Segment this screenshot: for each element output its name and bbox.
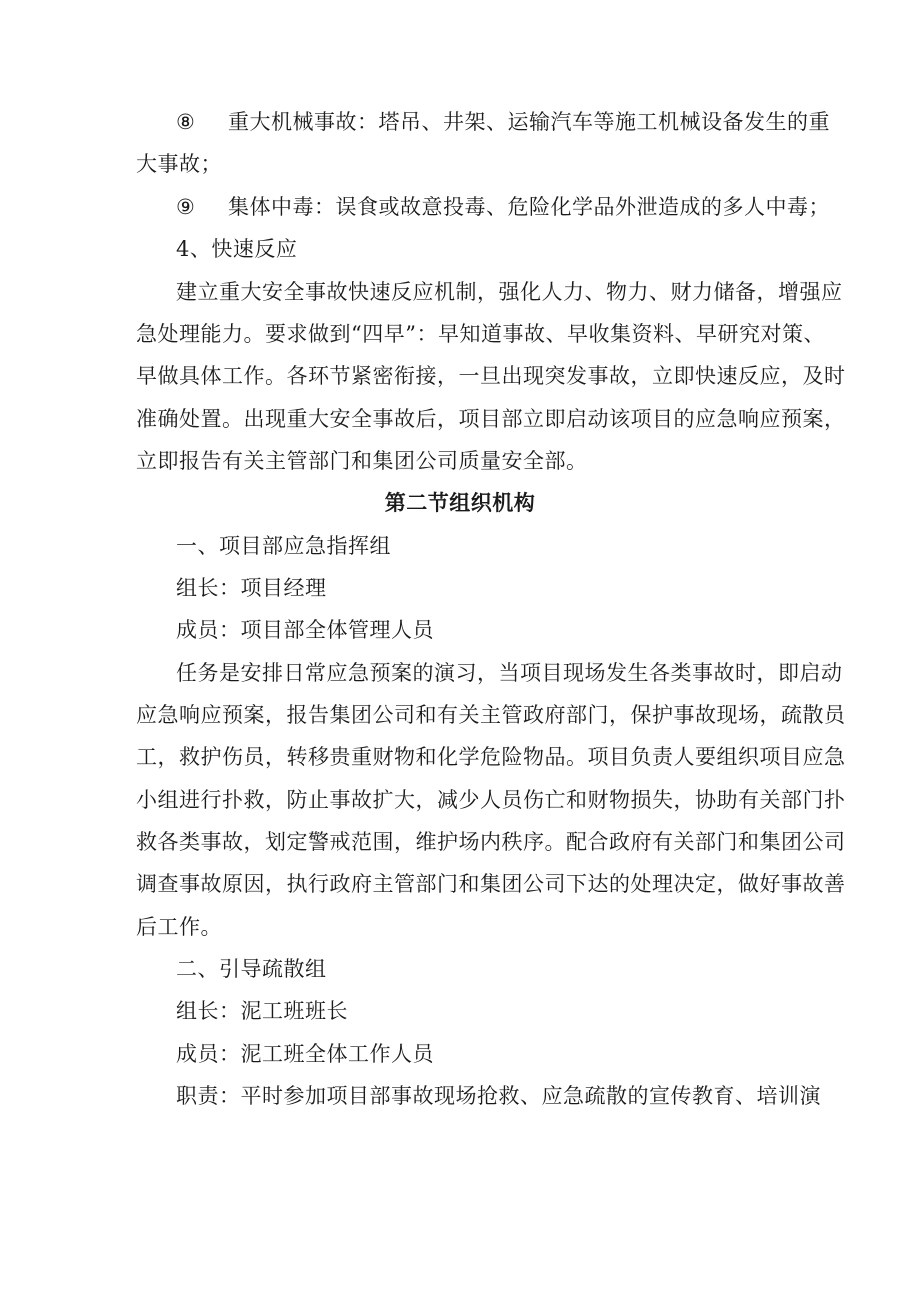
item-9-number: ⑨	[176, 195, 196, 219]
group-1-para-line-6: 调查事故原因，执行政府主管部门和集团公司下达的处理决定，做好事故善	[136, 872, 846, 896]
section-4-para-line-2: 急处理能力。要求做到“四早”：早知道事故、早收集资料、早研究对策、	[136, 322, 825, 346]
group-2-duty: 职责：平时参加项目部事故现场抢救、应急疏散的宣传教育、培训演	[176, 1084, 821, 1108]
item-8-text: 重大机械事故：塔吊、井架、运输汽车等施工机械设备发生的重	[228, 110, 830, 134]
section-4-para-line-3: 早做具体工作。各环节紧密衔接，一旦出现突发事故，立即快速反应，及时	[136, 364, 846, 388]
group-1-para-line-3: 工，救护伤员，转移贵重财物和化学危险物品。项目负责人要组织项目应急	[136, 745, 846, 769]
group-2-leader: 组长：泥工班班长	[176, 999, 348, 1023]
section-4-para-line-4: 准确处置。出现重大安全事故后，项目部立即启动该项目的应急响应预案，	[136, 407, 846, 431]
section-heading: 第二节组织机构	[384, 491, 536, 515]
group-2-members: 成员：泥工班全体工作人员	[176, 1042, 434, 1066]
section-4-para-line-1: 建立重大安全事故快速反应机制，强化人力、物力、财力储备，增强应	[176, 280, 843, 304]
group-1-para-line-2: 应急响应预案，报告集团公司和有关主管政府部门，保护事故现场，疏散员	[136, 703, 846, 727]
group-1-para-line-5: 救各类事故，划定警戒范围，维护场内秩序。配合政府有关部门和集团公司	[136, 830, 846, 854]
section-4-para-line-5: 立即报告有关主管部门和集团公司质量安全部。	[136, 449, 588, 473]
group-1-para-line-4: 小组进行扑救，防止事故扩大，减少人员伤亡和财物损失，协助有关部门扑	[136, 788, 846, 812]
item-8-number: ⑧	[176, 110, 196, 134]
group-1-para-line-7: 后工作。	[136, 915, 222, 939]
group-1-leader: 组长：项目经理	[176, 576, 327, 600]
section-4-title: 4、快速反应	[176, 237, 298, 261]
group-1-members: 成员：项目部全体管理人员	[176, 618, 434, 642]
item-9-text: 集体中毒：误食或故意投毒、危险化学品外泄造成的多人中毒；	[228, 195, 830, 219]
item-9-line	[176, 193, 830, 221]
item-8-line-2: 大事故；	[136, 152, 222, 176]
group-1-para-line-1: 任务是安排日常应急预案的演习，当项目现场发生各类事故时，即启动	[176, 661, 843, 685]
group-2-title: 二、引导疏散组	[176, 957, 327, 981]
item-8-line-1	[176, 108, 830, 136]
group-1-title: 一、项目部应急指挥组	[176, 534, 391, 558]
